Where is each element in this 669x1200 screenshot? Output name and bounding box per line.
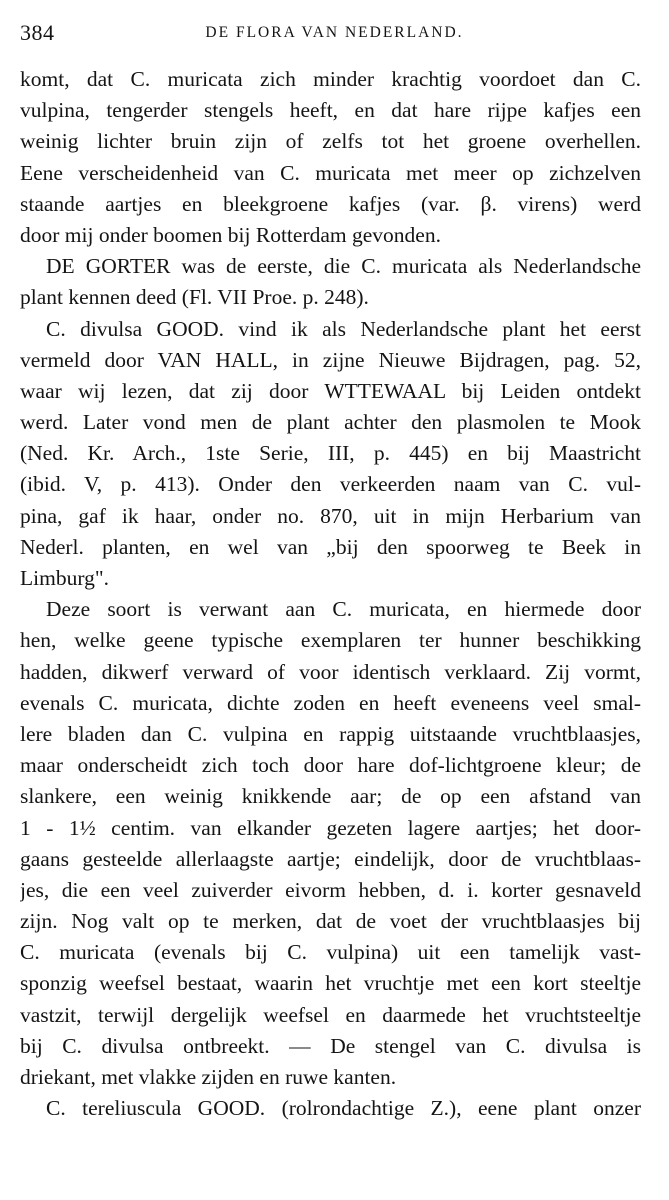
- page-header: [20, 20, 649, 48]
- text-line: vastzit, terwijl dergelijk weefsel en daarmede het vruchtsteeltje: [20, 1002, 641, 1027]
- text-line: waar wij lezen, dat zij door WTTEWAAL bij Leiden ontdekt: [20, 378, 641, 403]
- text-line: C. tereliuscula GOOD. (rolrondachtige Z.), eene plant onzer: [46, 1096, 641, 1121]
- page-number: 384: [20, 20, 55, 45]
- text-line: staande aartjes en bleekgroene kafjes (var. β. virens) werd: [20, 191, 641, 216]
- text-line: DE GORTER was de eerste, die C. muricata als Nederlandsche: [46, 254, 641, 279]
- text-line: komt, dat C. muricata zich minder krachtig voordoet dan C.: [20, 67, 641, 91]
- text-line: weinig lichter bruin zijn of zelfs tot het groene overhellen.: [20, 129, 641, 154]
- text-line: lere bladen dan C. vulpina en rappig uitstaande vruchtblaasjes,: [20, 721, 641, 746]
- text-line: plant kennen deed (Fl. VII Proe. p. 248).: [20, 285, 369, 310]
- text-line: (Ned. Kr. Arch., 1ste Serie, III, p. 445) en bij Maastricht: [20, 441, 641, 466]
- text-line: pina, gaf ik haar, onder no. 870, uit in mijn Herbarium van: [20, 503, 641, 528]
- text-line: C. muricata (evenals bij C. vulpina) uit een tamelijk vast-: [20, 940, 641, 965]
- text-line: Eene verscheidenheid van C. muricata met meer op zichzelven: [20, 160, 641, 185]
- text-line: evenals C. muricata, dichte zoden en heeft eveneens veel smal-: [20, 690, 641, 715]
- running-title: DE FLORA VAN NEDERLAND.: [205, 24, 464, 41]
- text-line: vermeld door VAN HALL, in zijne Nieuwe Bijdragen, pag. 52,: [20, 347, 641, 372]
- text-line: Limburg".: [20, 566, 110, 590]
- text-line: Deze soort is verwant aan C. muricata, en hiermede door: [46, 597, 641, 622]
- text-line: gaans gesteelde allerlaagste aartje; eindelijk, door de vruchtblaas-: [20, 846, 641, 871]
- text-line: slankere, een weinig knikkende aar; de op een afstand van: [20, 784, 641, 809]
- text-line: (ibid. V, p. 413). Onder den verkeerden naam van C. vul-: [20, 472, 641, 497]
- text-line: bij C. divulsa ontbreekt. — De stengel van C. divulsa is: [20, 1033, 641, 1058]
- text-line: C. divulsa GOOD. vind ik als Nederlandsche plant het eerst: [46, 316, 641, 341]
- body-text: [20, 64, 641, 1124]
- text-line: hadden, dikwerf verward of voor identisch verklaard. Zij vormt,: [20, 659, 641, 684]
- text-line: driekant, met vlakke zijden en ruwe kanten.: [20, 1065, 397, 1089]
- text-line: werd. Later vond men de plant achter den plasmolen te Mook: [20, 410, 641, 435]
- text-line: zijn. Nog valt op te merken, dat de voet der vruchtblaasjes bij: [20, 909, 641, 934]
- text-line: door mij onder boomen bij Rotterdam gevonden.: [20, 222, 441, 247]
- text-line: sponzig weefsel bestaat, waarin het vruchtje met een kort steeltje: [20, 971, 641, 996]
- text-line: Nederl. planten, en wel van „bij den spoorweg te Beek in: [20, 534, 641, 559]
- text-line: hen, welke geene typische exemplaren ter hunner beschikking: [20, 628, 641, 653]
- text-line: jes, die een veel zuiverder eivorm hebben, d. i. korter gesnaveld: [20, 877, 641, 902]
- text-line: vulpina, tengerder stengels heeft, en dat hare rijpe kafjes een: [20, 98, 641, 123]
- text-line: maar onderscheidt zich toch door hare dof-lichtgroene kleur; de: [20, 753, 641, 778]
- text-line: 1 - 1½ centim. van elkander gezeten lagere aartjes; het door-: [20, 815, 641, 840]
